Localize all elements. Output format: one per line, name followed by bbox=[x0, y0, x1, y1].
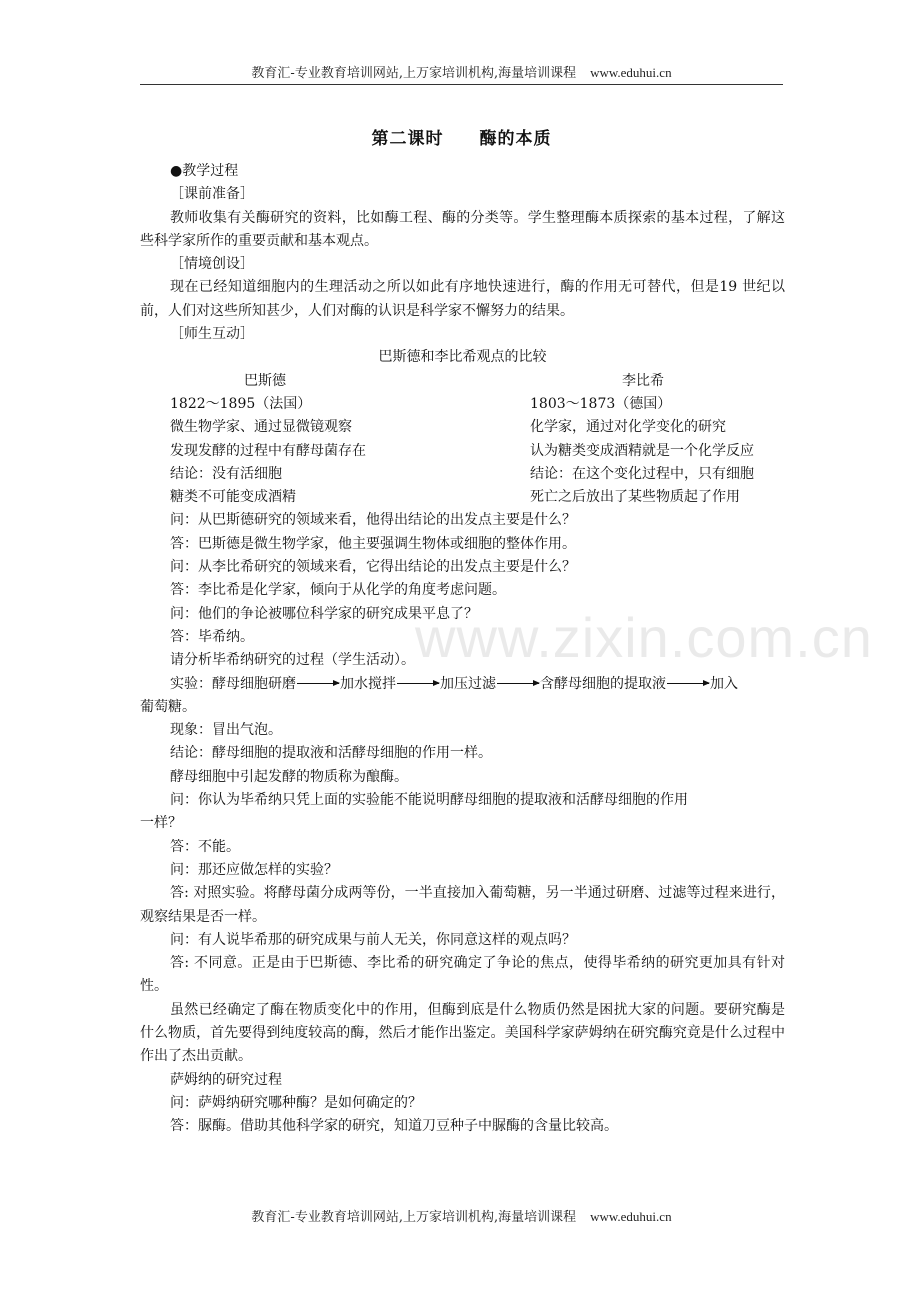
page-header bbox=[140, 62, 783, 81]
right-line: 化学家，通过对化学变化的研究 bbox=[530, 419, 726, 436]
experiment-step: 加压过滤 bbox=[440, 675, 496, 692]
section-heading: ［情境创设］ bbox=[170, 256, 254, 273]
comparison-title: 巴斯德和李比希观点的比较 bbox=[378, 349, 547, 366]
qa-line: 问：那还应做怎样的实验？ bbox=[170, 861, 338, 878]
page-footer bbox=[140, 1206, 783, 1225]
left-line: 发现发酵的过程中有酵母菌存在 bbox=[170, 442, 366, 459]
arrow-right-icon bbox=[297, 683, 339, 684]
qa-line: 萨姆纳的研究过程 bbox=[170, 1071, 282, 1088]
right-scientist-name: 李比希 bbox=[622, 372, 664, 389]
title-part2: 酶的本质 bbox=[479, 129, 552, 149]
header-rule bbox=[140, 84, 783, 85]
arrow-right-icon bbox=[397, 683, 439, 684]
left-line: 微生物学家、通过显微镜观察 bbox=[170, 419, 352, 436]
qa-line: 问：你认为毕希纳只凭上面的实验能不能说明酵母细胞的提取液和活酵母细胞的作用 bbox=[170, 792, 688, 809]
header-url[interactable]: www.eduhui.cn bbox=[590, 65, 672, 80]
qa-line: 结论：酵母细胞的提取液和活酵母细胞的作用一样。 bbox=[170, 745, 492, 762]
paragraph: 答: 对照实验。将酵母菌分成两等份，一半直接加入葡萄糖，另一半通过研磨、过滤等过程来进行，观察结果是否一样。 bbox=[140, 885, 785, 925]
arrow-right-icon bbox=[667, 683, 709, 684]
qa-line: 现象：冒出气泡。 bbox=[170, 722, 282, 739]
right-line: 死亡之后放出了某些物质起了作用 bbox=[530, 489, 740, 506]
left-line: 结论：没有活细胞 bbox=[170, 465, 282, 482]
paragraph: 答: 不同意。正是由于巴斯德、李比希的研究确定了争论的焦点，使得毕希纳的研究更加具有针对性。 bbox=[140, 955, 785, 995]
paragraph: 现在已经知道细胞内的生理活动之所以如此有序地快速进行，酶的作用无可替代，但是19 世纪以前，人们对这些所知甚少，人们对酶的认识是科学家不懈努力的结果。 bbox=[140, 279, 785, 319]
qa-line: 问：他们的争论被哪位科学家的研究成果平息了？ bbox=[170, 605, 478, 622]
qa-line: 答：李比希是化学家，倾向于从化学的角度考虑问题。 bbox=[170, 582, 506, 599]
experiment-tail: 葡萄糖。 bbox=[140, 698, 196, 715]
experiment-step: 酵母细胞研磨 bbox=[212, 675, 296, 692]
title-part1: 第二课时 bbox=[371, 129, 444, 149]
left-line: 糖类不可能变成酒精 bbox=[170, 489, 296, 506]
right-line: 结论：在这个变化过程中，只有细胞 bbox=[530, 465, 754, 482]
header-text: 教育汇-专业教育培训网站,上万家培训机构,海量培训课程 bbox=[251, 66, 577, 81]
experiment-step: 加入 bbox=[710, 675, 738, 692]
experiment-step: 加水搅拌 bbox=[340, 675, 396, 692]
section-heading: ［师生互动］ bbox=[170, 326, 254, 343]
qa-line: 答：不能。 bbox=[170, 838, 240, 855]
left-scientist-name: 巴斯德 bbox=[244, 372, 286, 389]
qa-line: 答：脲酶。借助其他科学家的研究，知道刀豆种子中脲酶的含量比较高。 bbox=[170, 1118, 618, 1135]
section-heading: ●教学过程 bbox=[170, 163, 239, 179]
experiment-step: 含酵母细胞的提取液 bbox=[540, 675, 666, 692]
footer-url[interactable]: www.eduhui.cn bbox=[590, 1209, 672, 1224]
right-line: 认为糖类变成酒精就是一个化学反应 bbox=[530, 442, 754, 459]
qa-line: 答：巴斯德是微生物学家，他主要强调生物体或细胞的整体作用。 bbox=[170, 535, 576, 552]
qa-line: 问：萨姆纳研究哪种酶？是如何确定的？ bbox=[170, 1094, 422, 1111]
footer-text: 教育汇-专业教育培训网站,上万家培训机构,海量培训课程 bbox=[251, 1210, 577, 1225]
comparison-table bbox=[140, 370, 785, 510]
experiment-flow bbox=[140, 673, 785, 696]
qa-line: 请分析毕希纳研究的过程（学生活动）。 bbox=[170, 652, 415, 669]
qa-line: 酵母细胞中引起发酵的物质称为酿酶。 bbox=[170, 768, 408, 785]
paragraph: 虽然已经确定了酶在物质变化中的作用，但酶到底是什么物质仍然是困扰大家的问题。要研究酶是什么物质，首先要得到纯度较高的酶，然后才能作出鉴定。美国科学家萨姆纳在研究酶究竟是什么过程中作出了杰出贡献。 bbox=[140, 1001, 785, 1065]
qa-line: 问：从巴斯德研究的领域来看，他得出结论的出发点主要是什么？ bbox=[170, 512, 576, 529]
left-line: 1822～1895（法国） bbox=[170, 395, 312, 412]
page-title bbox=[140, 124, 783, 149]
right-line: 1803～1873（德国） bbox=[530, 395, 672, 412]
qa-line: 问：有人说毕希那的研究成果与前人无关，你同意这样的观点吗？ bbox=[170, 931, 576, 948]
section-heading: ［课前准备］ bbox=[170, 186, 254, 203]
qa-line: 问：从李比希研究的领域来看，它得出结论的出发点主要是什么？ bbox=[170, 559, 576, 576]
watermark: www.zixin.com.cn bbox=[415, 606, 873, 669]
qa-line: 一样？ bbox=[140, 815, 182, 832]
paragraph: 教师收集有关酶研究的资料，比如酶工程、酶的分类等。学生整理酶本质探索的基本过程，了解这些科学家所作的重要贡献和基本观点。 bbox=[140, 209, 785, 249]
qa-line: 答：毕希纳。 bbox=[170, 628, 254, 645]
document-body bbox=[140, 160, 785, 1138]
experiment-label: 实验： bbox=[170, 675, 212, 692]
arrow-right-icon bbox=[497, 683, 539, 684]
